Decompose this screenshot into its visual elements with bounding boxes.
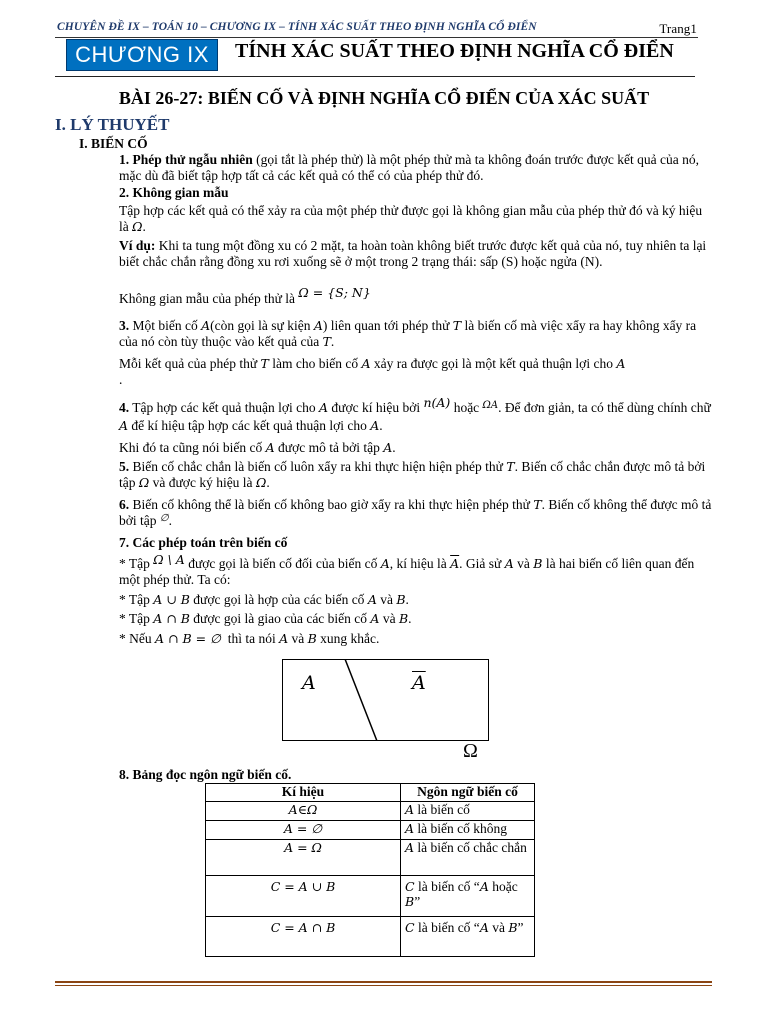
table-row — [206, 840, 535, 876]
para-2 — [119, 203, 713, 235]
bullet: * — [119, 611, 126, 626]
para-1 — [119, 152, 713, 184]
va: và — [382, 611, 396, 626]
dot: . — [142, 219, 146, 234]
header-symbol: Kí hiệu — [206, 784, 401, 802]
math-C: C — [405, 920, 415, 935]
math-A: A — [119, 418, 129, 433]
math-complement: Ω \ A — [153, 552, 185, 567]
p3-e: Mỗi kết quả của phép thử — [119, 356, 258, 371]
dot: . — [119, 372, 123, 387]
op1-b: được gọi là biến cố đối của biến cố — [188, 556, 378, 571]
math-nA: n(A) — [423, 395, 451, 410]
p4-num: 4. — [119, 400, 130, 415]
math-B: B — [398, 611, 409, 626]
op4-c: xung khắc. — [320, 631, 380, 646]
math-A: A — [361, 356, 371, 371]
math-T: T — [260, 356, 269, 371]
heading-2: 2. Không gian mẫu — [119, 185, 229, 200]
bullet: * — [119, 631, 126, 646]
sample-space-formula: Ω = {S; N} — [298, 285, 371, 300]
dot: . — [330, 334, 335, 349]
math-Abar: $\overline{A}$ — [450, 556, 460, 571]
math-B: B — [396, 592, 406, 607]
section-heading: I. LÝ THUYẾT — [55, 115, 170, 134]
math-A: A — [405, 840, 415, 855]
p2-text: Tập hợp các kết quả có thể xảy ra của một phép thử được gọi là không gian mẫu của phép thử đó và ký hiệu là — [119, 203, 703, 234]
heading-8: 8. Bảng đọc ngôn ngữ biến cố. — [119, 767, 292, 782]
p6-b: . Biến cố không thể được mô tả bởi tập — [119, 497, 712, 528]
row-symbol: A∈Ω — [288, 802, 318, 817]
row-text: ” — [517, 920, 524, 935]
p3-a: Một biến cố — [129, 318, 198, 333]
math-A: A — [367, 592, 377, 607]
p3-f: làm cho biến cố — [272, 356, 359, 371]
example-label: Ví dụ: — [119, 238, 156, 253]
running-header — [57, 21, 697, 36]
sample-space — [119, 285, 713, 307]
math-A: A — [380, 556, 390, 571]
math-C: C — [405, 879, 415, 894]
row-symbol: A = ∅ — [283, 821, 323, 836]
p5-b: . Biến cố chắc chắn được mô tả bởi tập — [119, 459, 706, 490]
op-intersect — [119, 611, 713, 627]
math-disjoint: A ∩ B = ∅ — [155, 631, 221, 646]
va: và — [291, 631, 305, 646]
math-A: A — [504, 556, 514, 571]
p3-b: (còn gọi là sự kiện — [210, 318, 311, 333]
op1-e: và — [517, 556, 530, 571]
table-header-row — [206, 784, 535, 802]
p4-b: được kí hiệu bởi — [331, 400, 421, 415]
math-intersect: A ∩ B — [153, 611, 190, 626]
p4-d: . Để đơn giản, ta có thể dùng chính chữ — [498, 400, 711, 415]
math-B: B — [508, 920, 518, 935]
diagram-label-A: A — [302, 672, 316, 694]
op4-a: Nếu — [129, 631, 152, 646]
table-row — [206, 876, 535, 917]
math-T: T — [506, 459, 515, 474]
dot: . — [392, 440, 396, 455]
para-5 — [119, 459, 713, 491]
op1-c: , kí hiệu là — [389, 556, 447, 571]
p6-num: 6. — [119, 497, 130, 512]
diagram-label-omega: Ω — [463, 740, 478, 762]
sample-space-text: Không gian mẫu của phép thử là — [119, 291, 296, 306]
op-union — [119, 592, 713, 608]
math-T: T — [533, 497, 542, 512]
table-row — [206, 802, 535, 821]
para-4 — [119, 395, 713, 434]
p1-text: (gọi tắt là phép thử) là một phép thử mà ta không đoán trước được kết quả của nó, mặc dù đã biết tập hợp tất cả các kết quả có thể có của phép thử đó. — [119, 152, 699, 183]
page-number: Trang1 — [659, 21, 697, 36]
bullet: * — [119, 592, 126, 607]
bullet: * — [119, 556, 126, 571]
op-disjoint — [119, 631, 713, 647]
example-text: Khi ta tung một đồng xu có 2 mặt, ta hoàn toàn không biết trước được kết quả của nó, tuy nhiên ta lại biết chắc chắn rằng đồng xu rơi xuống sẽ ở một trong 2 trạng thái: sấp (S) hoặc ngửa (N). — [119, 238, 707, 269]
p3-num: 3. — [119, 318, 130, 333]
p1-bold: 1. Phép thử ngẫu nhiên — [119, 152, 253, 167]
math-A: A — [201, 318, 211, 333]
row-text: hoặc — [492, 879, 518, 894]
row-symbol: C = A ∩ B — [270, 920, 336, 935]
running-header-text: CHUYÊN ĐỀ IX – TOÁN 10 – CHƯƠNG IX – TÍNH XÁC SUẤT THEO ĐỊNH NGHĨA CỔ ĐIỂN — [57, 21, 537, 33]
table-row — [206, 917, 535, 957]
math-B: B — [405, 894, 415, 909]
p4-g: được mô tả bởi tập — [278, 440, 380, 455]
subsection-heading: I. BIẾN CỐ — [79, 136, 148, 151]
math-omegaA: ΩA — [482, 400, 499, 411]
math-omega: Ω — [255, 475, 267, 490]
math-omega: Ω — [138, 475, 150, 490]
row-text: ” — [414, 894, 421, 909]
math-A: A — [370, 418, 380, 433]
row-text: là biến cố — [417, 802, 470, 817]
math-T: T — [322, 334, 331, 349]
p6-a: Biến cố không thể là biến cố không bao giờ xẩy ra khi thực hiện phép thử — [129, 497, 530, 512]
p5-c: và được ký hiệu là — [152, 475, 253, 490]
math-B: B — [307, 631, 317, 646]
row-symbol: C = A ∪ B — [270, 879, 336, 894]
table-row — [206, 821, 535, 840]
example — [119, 238, 713, 270]
row-text: và — [492, 920, 505, 935]
diagram-label-Abar: $\overline{A}$ — [412, 672, 426, 694]
op-tap: Tập — [128, 592, 150, 607]
op4-b: thì ta nói — [227, 631, 276, 646]
para-6 — [119, 497, 713, 531]
math-B: B — [533, 556, 543, 571]
para-3b — [119, 356, 713, 388]
p4-f: Khi đó ta cũng nói biến cố — [119, 440, 263, 455]
op3-b: được gọi là giao của các biến cố — [193, 611, 368, 626]
math-union: A ∪ B — [153, 592, 190, 607]
math-A: A — [479, 879, 489, 894]
row-text: là biến cố “ — [417, 879, 480, 894]
math-A: A — [370, 611, 380, 626]
para-3 — [119, 318, 713, 350]
row-symbol: A = Ω — [284, 840, 322, 855]
op2-b: được gọi là hợp của các biến cố — [193, 592, 365, 607]
math-A: A — [313, 318, 323, 333]
math-A: A — [318, 400, 328, 415]
math-A: A — [383, 440, 393, 455]
title-rule — [55, 76, 695, 77]
para-4b — [119, 440, 713, 456]
math-T: T — [452, 318, 462, 333]
op-tap: Tập — [128, 556, 150, 571]
op1-d: . Giả sử — [459, 556, 502, 571]
p5-a: Biến cố chắc chắn là biến cố luôn xẩy ra khi thực hiện hiện phép thử — [129, 459, 503, 474]
header-language: Ngôn ngữ biến cố — [401, 784, 535, 802]
row-text: là biến cố chắc chắn — [417, 840, 527, 855]
p3-g: xảy ra được gọi là một kết quả thuận lợi cho — [373, 356, 613, 371]
chapter-badge: CHƯƠNG IX — [66, 39, 218, 71]
p4-e: để kí hiệu tập hợp các kết quả thuận lợi cho — [131, 418, 367, 433]
p4-a: Tập hợp các kết quả thuận lợi cho — [129, 400, 316, 415]
lesson-title: BÀI 26-27: BIẾN CỐ VÀ ĐỊNH NGHĨA CỔ ĐIỂN CỦA XÁC SUẤT — [118, 88, 650, 108]
p4-c: hoặc — [453, 400, 480, 415]
heading-7: 7. Các phép toán trên biến cố — [119, 535, 288, 550]
math-A: A — [405, 821, 415, 836]
chapter-title: TÍNH XÁC SUẤT THEO ĐỊNH NGHĨA CỔ ĐIỂN — [235, 40, 674, 62]
dot: . — [168, 513, 172, 528]
op1-g: là hai biến cố liên quan đến một phép thử. Ta có: — [119, 556, 695, 587]
p5-num: 5. — [119, 459, 130, 474]
math-A: A — [265, 440, 275, 455]
dot: . — [408, 611, 412, 626]
header-rule — [55, 37, 698, 38]
va: và — [380, 592, 393, 607]
math-A: A — [616, 356, 626, 371]
row-text: là biến cố không — [417, 821, 508, 836]
event-language-table — [205, 783, 535, 957]
dot: . — [266, 475, 270, 490]
omega-symbol: Ω — [132, 219, 143, 234]
math-A: A — [279, 631, 289, 646]
footer-rule — [55, 981, 712, 986]
dot: . — [405, 592, 409, 607]
p3-c: ) liên quan tới phép thử — [322, 318, 450, 333]
op-complement — [119, 552, 713, 588]
math-A: A — [405, 802, 415, 817]
math-A: A — [479, 920, 489, 935]
math-empty: ∅ — [159, 513, 169, 524]
dot: . — [379, 418, 383, 433]
op-tap: Tập — [128, 611, 150, 626]
row-text: là biến cố “ — [417, 920, 480, 935]
p3-d: là biến cố mà việc xẩy ra hay không xẩy ra của nó còn tùy thuộc vào kết quả của — [119, 318, 697, 349]
